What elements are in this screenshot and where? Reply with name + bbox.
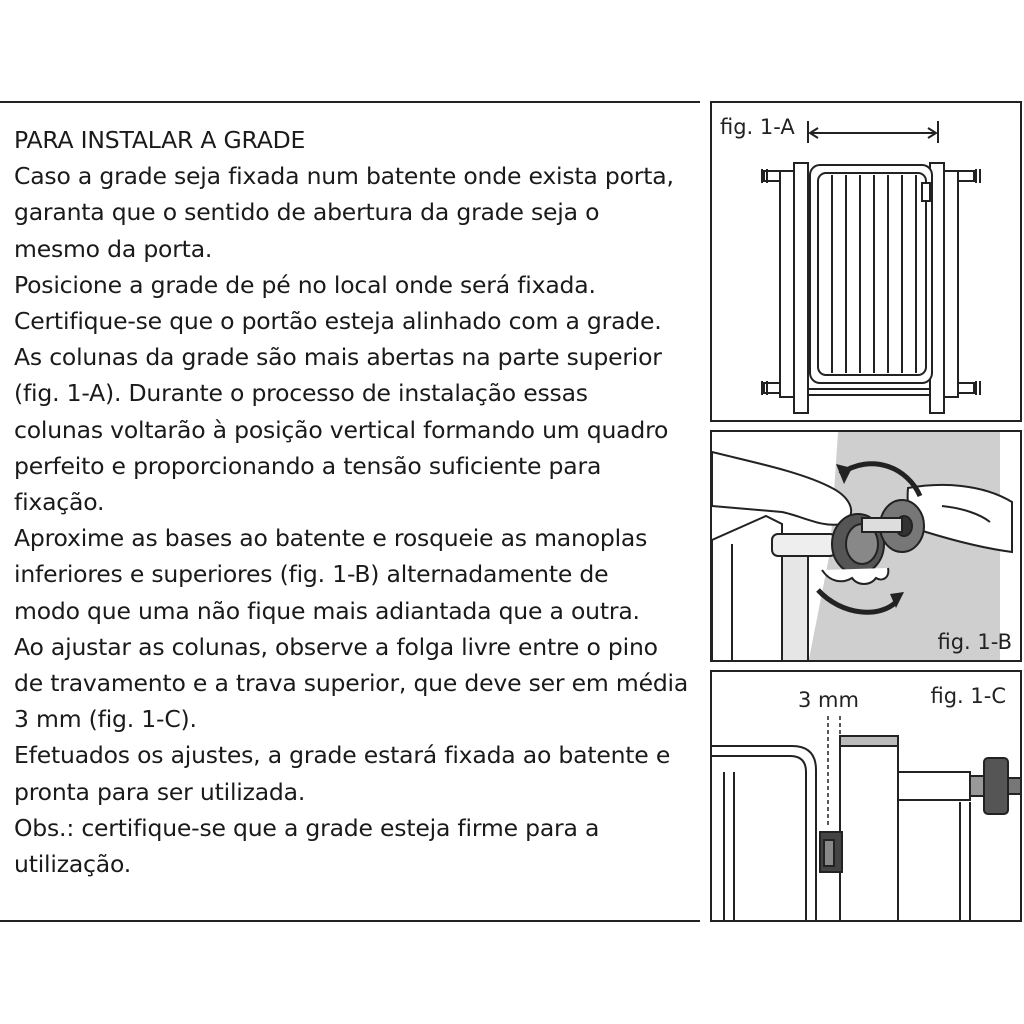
instruction-line: As colunas da grade são mais abertas na parte superior (14, 343, 662, 372)
knob-tightening-illustration (712, 432, 1022, 662)
instructions-text (14, 122, 704, 882)
instruction-line: Efetuados os ajustes, a grade estará fixada ao batente e (14, 741, 671, 770)
gate-diagram (712, 103, 1022, 422)
instruction-line: de travamento e a trava superior, que deve ser em média (14, 669, 689, 698)
instruction-line: Caso a grade seja fixada num batente onde exista porta, (14, 162, 674, 191)
instruction-line: Posicione a grade de pé no local onde será fixada. (14, 270, 596, 299)
instruction-line: Certifique-se que o portão esteja alinhado com a grade. (14, 307, 662, 336)
instruction-line: colunas voltarão à posição vertical formando um quadro (14, 415, 669, 444)
figure-1b-panel (710, 430, 1022, 662)
instruction-line: Obs.: certifique-se que a grade esteja firme para a (14, 813, 600, 842)
instruction-line: 3 mm (fig. 1-C). (14, 705, 197, 734)
top-rule (0, 101, 700, 103)
instruction-line: garanta que o sentido de abertura da grade seja o (14, 198, 600, 227)
figure-1a-label: fig. 1-A (720, 115, 795, 139)
instruction-line: fixação. (14, 488, 105, 517)
instruction-line: pronta para ser utilizada. (14, 777, 306, 806)
instruction-line: Aproxime as bases ao batente e rosqueie as manoplas (14, 524, 648, 553)
instruction-line: mesmo da porta. (14, 234, 213, 263)
bottom-rule (0, 920, 700, 922)
instructions-heading: PARA INSTALAR A GRADE (14, 126, 306, 154)
figure-1c-label: fig. 1-C (930, 684, 1006, 708)
instruction-line: inferiores e superiores (fig. 1-B) alternadamente de (14, 560, 609, 589)
figure-1c-panel (710, 670, 1022, 922)
figure-1b-label: fig. 1-B (937, 630, 1012, 654)
instruction-line: Ao ajustar as colunas, observe a folga livre entre o pino (14, 632, 658, 661)
instruction-line: utilização. (14, 850, 131, 879)
figure-1a-panel (710, 101, 1022, 422)
gap-measurement-label: 3 mm (798, 688, 859, 712)
instruction-line: modo que uma não fique mais adiantada que a outra. (14, 596, 640, 625)
instruction-line: perfeito e proporcionando a tensão suficiente para (14, 451, 602, 480)
instruction-line: (fig. 1-A). Durante o processo de instalação essas (14, 379, 588, 408)
gap-detail-diagram (712, 672, 1022, 922)
